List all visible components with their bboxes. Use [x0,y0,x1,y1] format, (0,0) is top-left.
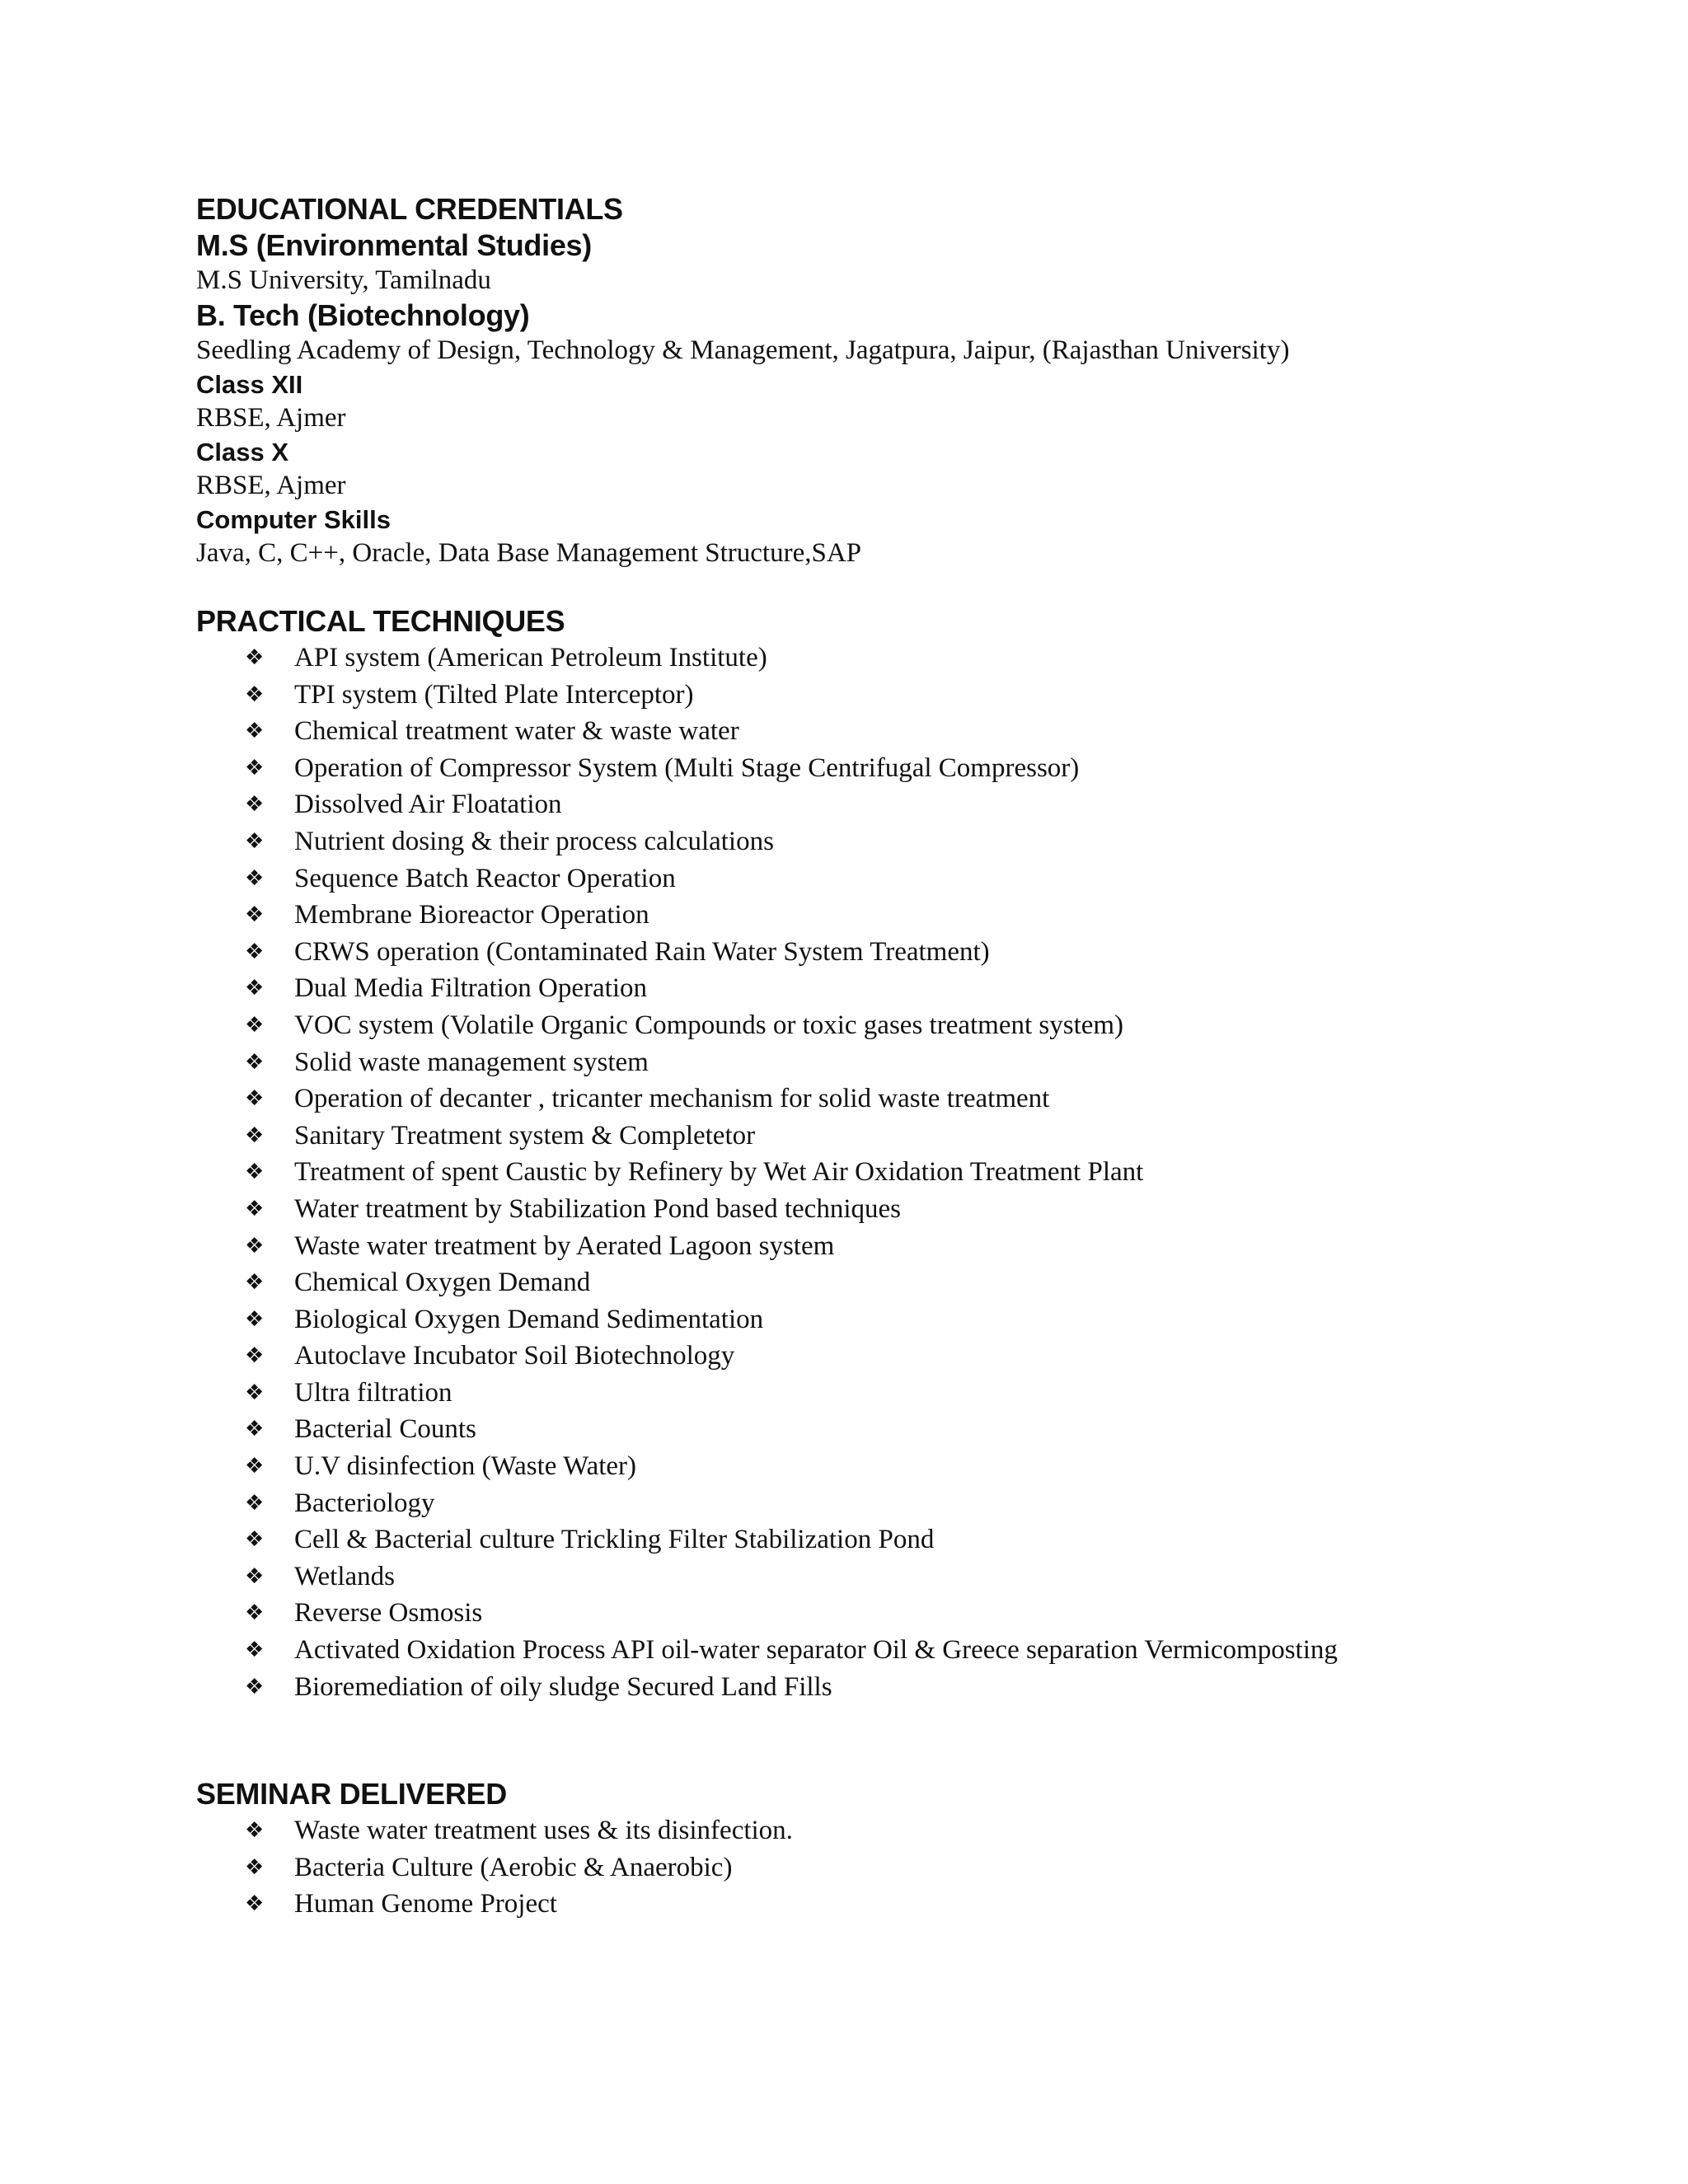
diamond-bullet-icon: ❖ [245,1122,265,1148]
diamond-bullet-icon: ❖ [245,1086,265,1112]
practical-technique-item-text: Dual Media Filtration Operation [294,973,647,1004]
diamond-bullet-icon: ❖ [245,1854,265,1880]
practical-technique-item-text: Water treatment by Stabilization Pond based techniques [294,1193,901,1224]
practical-technique-item-text: CRWS operation (Contaminated Rain Water System Treatment) [294,936,990,967]
practical-technique-item [196,1521,1531,1558]
computer-skills-title: Computer Skills [196,505,391,534]
btech-degree-title: B. Tech (Biotechnology) [196,298,530,332]
practical-section [196,603,1531,1705]
seminar-item-text: Bacteria Culture (Aerobic & Anaerobic) [294,1852,733,1882]
btech-institution: Seedling Academy of Design, Technology & Management, Jagatpura, Jaipur, (Rajasthan University) [196,335,1290,365]
practical-technique-item [196,1118,1531,1155]
diamond-bullet-icon: ❖ [245,1454,265,1479]
diamond-bullet-icon: ❖ [245,1270,265,1296]
diamond-bullet-icon: ❖ [245,1012,265,1038]
practical-technique-item [196,713,1531,750]
practical-technique-item [196,1595,1531,1632]
ms-institution: M.S University, Tamilnadu [196,265,491,295]
practical-technique-item [196,1228,1531,1265]
diamond-bullet-icon: ❖ [245,1196,265,1221]
practical-technique-item-text: Operation of decanter , tricanter mechanism for solid waste treatment [294,1084,1050,1114]
practical-technique-item [196,823,1531,860]
practical-technique-item-text: Treatment of spent Caustic by Refinery by Wet Air Oxidation Treatment Plant [294,1157,1144,1188]
class-x-board: RBSE, Ajmer [196,471,346,500]
practical-technique-item [196,1044,1531,1081]
practical-technique-item-text: Nutrient dosing & their process calculations [294,826,774,856]
computer-skills-list: Java, C, C++, Oracle, Data Base Management Structure,SAP [196,538,862,568]
practical-technique-item [196,1558,1531,1596]
diamond-bullet-icon: ❖ [245,976,265,1001]
practical-technique-item [196,1448,1531,1485]
diamond-bullet-icon: ❖ [245,1674,265,1699]
practical-technique-item-text: Wetlands [294,1561,395,1591]
practical-technique-item-text: Dissolved Air Floatation [294,790,562,820]
ms-degree-title: M.S (Environmental Studies) [196,228,592,262]
diamond-bullet-icon: ❖ [245,1818,265,1844]
practical-technique-item [196,1411,1531,1448]
practical-heading: PRACTICAL TECHNIQUES [196,604,565,638]
practical-technique-item [196,1191,1531,1228]
resume-page [196,191,1531,1923]
practical-technique-item-text: U.V disinfection (Waste Water) [294,1451,637,1482]
practical-technique-item-text: API system (American Petroleum Institute) [294,643,767,673]
diamond-bullet-icon: ❖ [245,1380,265,1405]
diamond-bullet-icon: ❖ [245,902,265,928]
seminar-item [196,1812,1531,1849]
practical-technique-item [196,677,1531,714]
diamond-bullet-icon: ❖ [245,682,265,707]
practical-technique-item-text: Solid waste management system [294,1047,649,1077]
diamond-bullet-icon: ❖ [245,1638,265,1663]
practical-technique-item [196,1375,1531,1412]
diamond-bullet-icon: ❖ [245,1343,265,1369]
diamond-bullet-icon: ❖ [245,645,265,670]
diamond-bullet-icon: ❖ [245,1233,265,1258]
seminar-item-text: Waste water treatment uses & its disinfection. [294,1816,793,1846]
practical-technique-item-text: Ultra filtration [294,1377,452,1408]
diamond-bullet-icon: ❖ [245,1049,265,1075]
practical-technique-item-text: Bacterial Counts [294,1414,476,1445]
class-x-title: Class X [196,438,289,466]
seminar-list [196,1812,1531,1923]
practical-list [196,640,1531,1705]
practical-technique-item-text: Chemical treatment water & waste water [294,716,739,747]
seminar-section [196,1776,1531,1923]
diamond-bullet-icon: ❖ [245,1417,265,1442]
practical-technique-item-text: Sanitary Treatment system & Completetor [294,1120,756,1151]
seminar-item-text: Human Genome Project [294,1889,557,1919]
practical-technique-item [196,897,1531,934]
seminar-item [196,1849,1531,1886]
practical-technique-item-text: Waste water treatment by Aerated Lagoon system [294,1230,835,1261]
practical-technique-item-text: Operation of Compressor System (Multi Stage Centrifugal Compressor) [294,752,1080,783]
diamond-bullet-icon: ❖ [245,792,265,818]
practical-technique-item [196,1080,1531,1118]
education-heading: EDUCATIONAL CREDENTIALS [196,192,623,226]
practical-technique-item [196,970,1531,1007]
practical-technique-item-text: Bacteriology [294,1488,435,1518]
class-xii-board: RBSE, Ajmer [196,403,346,433]
practical-technique-item-text: Chemical Oxygen Demand [294,1268,591,1298]
practical-technique-item-text: Biological Oxygen Demand Sedimentation [294,1304,764,1334]
practical-technique-item [196,1632,1531,1669]
diamond-bullet-icon: ❖ [245,1160,265,1185]
diamond-bullet-icon: ❖ [245,1527,265,1553]
practical-technique-item-text: Cell & Bacterial culture Trickling Filter Stabilization Pond [294,1525,935,1555]
seminar-item [196,1886,1531,1923]
diamond-bullet-icon: ❖ [245,755,265,780]
diamond-bullet-icon: ❖ [245,828,265,854]
practical-technique-item-text: Reverse Osmosis [294,1598,483,1629]
practical-technique-item [196,1301,1531,1338]
practical-technique-item [196,934,1531,971]
diamond-bullet-icon: ❖ [245,865,265,891]
practical-technique-item [196,786,1531,823]
diamond-bullet-icon: ❖ [245,1601,265,1626]
practical-technique-item [196,750,1531,787]
practical-technique-item-text: TPI system (Tilted Plate Interceptor) [294,679,694,710]
diamond-bullet-icon: ❖ [245,1490,265,1516]
diamond-bullet-icon: ❖ [245,939,265,964]
practical-technique-item [196,1154,1531,1191]
seminar-heading: SEMINAR DELIVERED [196,1777,507,1811]
practical-technique-item [196,1264,1531,1301]
diamond-bullet-icon: ❖ [245,1563,265,1589]
practical-technique-item-text: Membrane Bioreactor Operation [294,900,649,930]
practical-technique-item [196,1338,1531,1375]
practical-technique-item-text: Sequence Batch Reactor Operation [294,863,676,893]
diamond-bullet-icon: ❖ [245,1306,265,1332]
practical-technique-item [196,1485,1531,1522]
practical-technique-item-text: VOC system (Volatile Organic Compounds or toxic gases treatment system) [294,1010,1124,1040]
diamond-bullet-icon: ❖ [245,719,265,744]
class-xii-title: Class XII [196,370,303,399]
practical-technique-item-text: Activated Oxidation Process API oil-water separator Oil & Greece separation Vermicomposting [294,1635,1338,1666]
practical-technique-item [196,860,1531,898]
practical-technique-item [196,1007,1531,1044]
practical-technique-item-text: Bioremediation of oily sludge Secured Land Fills [294,1671,832,1702]
education-section [196,191,1531,570]
diamond-bullet-icon: ❖ [245,1891,265,1917]
practical-technique-item [196,640,1531,677]
practical-technique-item-text: Autoclave Incubator Soil Biotechnology [294,1341,735,1371]
practical-technique-item [196,1669,1531,1706]
